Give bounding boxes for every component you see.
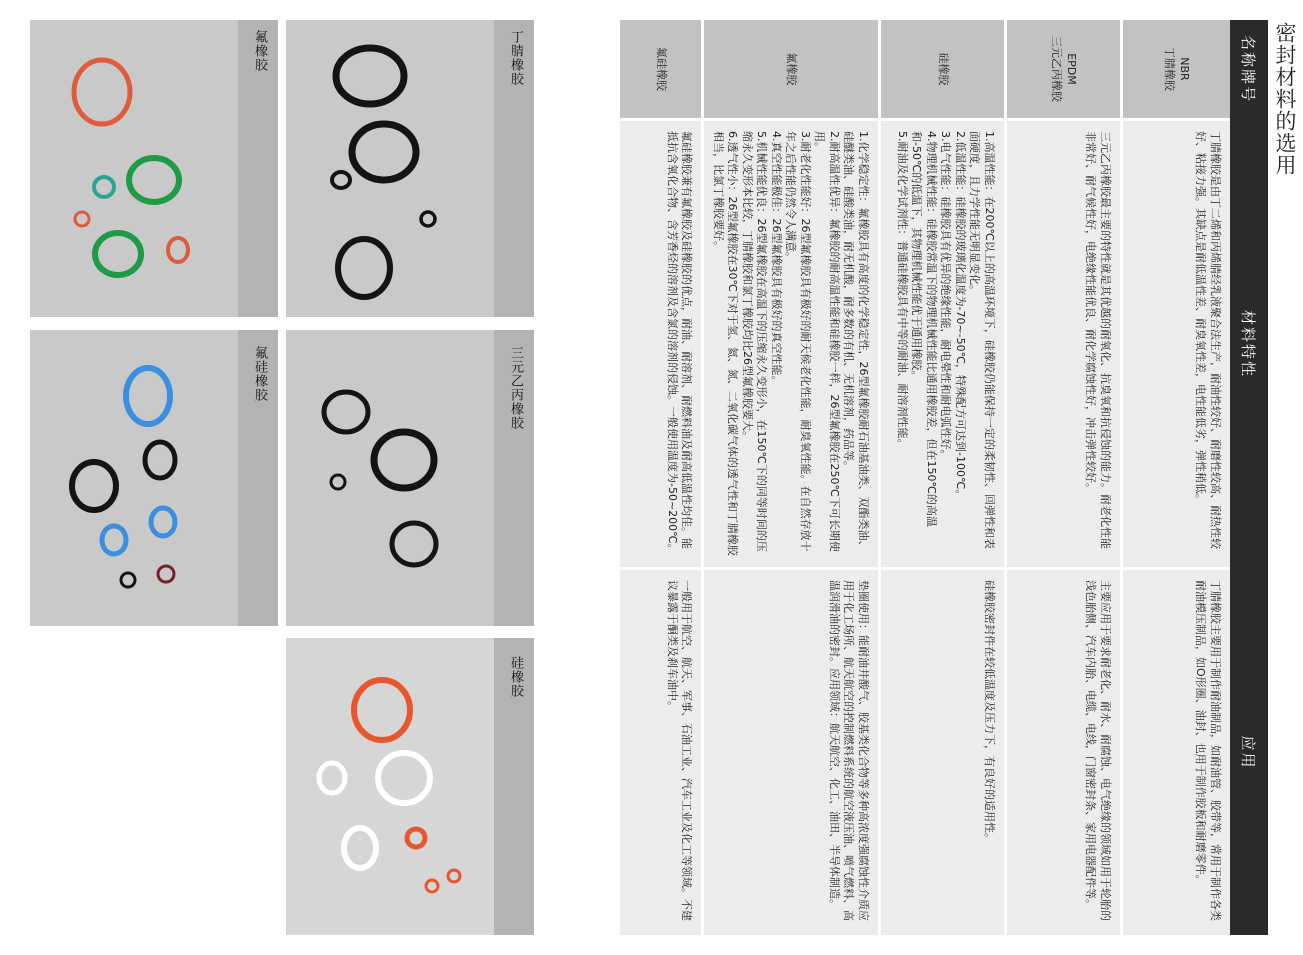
- photo-label: 硅橡胶: [508, 656, 523, 698]
- photo-label: 丁腈橡胶: [508, 30, 523, 86]
- photo-label: 氟硅橡胶: [252, 346, 267, 402]
- table-row-fkm: [702, 20, 879, 935]
- table-row-fvmq: [618, 20, 702, 935]
- photo-silicone-orings: [286, 638, 494, 935]
- material-applications: 一般用于航空、航天、军事、石油工业、汽车工业及化工等领域。不建议暴露于酮类及刹车油中。: [618, 570, 702, 935]
- material-applications: 硅橡胶密封件在较低温度及压力下，有良好的适用性。: [878, 570, 1004, 935]
- material-name: 硅橡胶: [878, 20, 1004, 118]
- photo-epdm-orings: [286, 330, 494, 626]
- material-name: EPDM 三元乙丙橡胶: [1004, 20, 1120, 118]
- material-properties: 1.化学稳定性：氟橡胶具有高度的化学稳定性，26型氟橡胶耐石油基油类、双酯类油、硅醚类油、硅酸类油，耐无机酸，耐多数的有机、无机溶剂，药品等。 2.耐高温性优异：氟橡胶的耐高温性能和硅橡胶一样，26型氟橡胶在250℃下可长期使用。 3.耐老化性能好：26型氟橡胶具有极好的耐天候老化性能，耐臭氧性能。在自然存放十年之后性能仍然令人满意。 4.真空性能极佳：26型氟橡胶具有极好的真空性能。 5.机械性能优良：26型氟橡胶在高温下的压缩永久变形小，在150℃下的同等时间的压缩永久变形本比较，丁腈橡胶和氯丁橡胶均比26型氟橡胶要大。 6.透气性小：26型氟橡胶在30℃下对于氢、氦、氮、二氧化碳气体的透气性和丁腈橡胶相当，比氯丁橡胶要好。: [702, 118, 879, 570]
- photo-fvmq-orings: [30, 330, 238, 626]
- table-row-epdm: [1004, 20, 1120, 935]
- material-properties: 三元乙丙橡胶最主要的特性就是其优越的耐氧化、抗臭氧和抗侵蚀的能力。耐老化性能非常好、耐气候性好，电绝缘性能优良、耐化学腐蚀性好，冲击弹性较好。: [1004, 118, 1120, 570]
- table-row-silicone: [878, 20, 1004, 935]
- material-properties: 1.高温性能：在200℃以上的高温环境下，硅橡胶仍能保持一定的柔韧性、回弹性和表面硬度，且力学性能无明显变化。 2.低温性能：硅橡胶的玻璃化温度为-70~-50℃，特殊配方可达到-100℃。 3.电气性能：硅橡胶具有优异的绝缘性能，耐电晕性和耐电弧性好。 4.物理机械性能：硅橡胶常温下的物理机械性能比通用橡胶差，但在150℃的高温和-50℃的低温下，其物理机械性能优于通用橡胶。 5.耐油及化学试剂性：普通硅橡胶具有中等的耐油、耐溶剂性能。: [878, 118, 1004, 570]
- material-name: NBR 丁腈橡胶: [1120, 20, 1230, 118]
- photo-label: 氟橡胶: [252, 30, 267, 72]
- material-applications: 垫圈使用：能耐油井酸气、胶基类化合物等多种高浓度强腐蚀性介质应用于化工场所、航天航空的控制燃料系统的航空液压油、喷气燃料、高温润滑油的密封。应用领域：航天航空、化工、油田、半导体制造。: [702, 570, 879, 935]
- photo-nbr-orings: [286, 20, 494, 317]
- header-properties: 材料特性: [1230, 118, 1268, 570]
- page-title: 密封材料的选用: [1273, 22, 1297, 176]
- material-table: [646, 20, 1268, 935]
- material-applications: 丁腈橡胶主要用于制作耐油制品，如耐油管、胶带等，常用于制作各类耐油模压制品，如O形圈、油封、也用于制作胶板和耐磨零件。: [1120, 570, 1230, 935]
- material-name: 氟硅橡胶: [618, 20, 702, 118]
- photo-fkm-orings: [30, 20, 238, 317]
- material-properties: 丁腈橡胶是由丁二烯和丙烯腈经乳液聚合法生产，耐油性较好、耐磨性较高、耐热性较好、粘接力强。其缺点是耐低温性差、耐臭氧性差，电性能低劣，弹性稍低。: [1120, 118, 1230, 570]
- material-applications: 主要应用于要求耐老化、耐水、耐腐蚀、电气绝缘的领域如用于轮胎的浅色胎侧、汽车内胎、电缆、电线，门窗密封条、家用电器配件等。: [1004, 570, 1120, 935]
- table-row-nbr: [1120, 20, 1230, 935]
- header-name: 名称牌号: [1230, 20, 1268, 118]
- material-properties: 氟硅橡胶兼有氟橡胶及硅橡胶的优点，耐油、耐溶剂、耐燃料油及耐高低温性均佳。能抵抗含氧化合物、含芳香烃的溶剂及含氯的溶剂的侵蚀。一般使用温度为-50~200℃。: [618, 118, 702, 570]
- photo-label: 三元乙丙橡胶: [508, 346, 523, 430]
- header-applications: 应用: [1230, 570, 1268, 935]
- material-name: 氟橡胶: [702, 20, 879, 118]
